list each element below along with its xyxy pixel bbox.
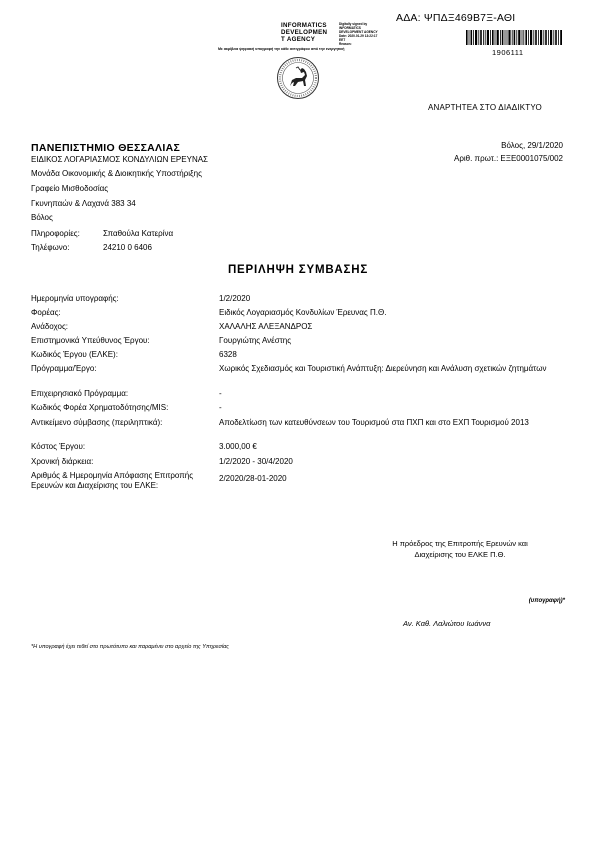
signature-detail-line: INFORMATICS — [339, 26, 361, 31]
sender-line: Μονάδα Οικονομικής & Διοικητικής Υποστήριξης — [31, 169, 202, 178]
field-value: 3.000,00 € — [219, 442, 257, 451]
field-value: 1/2/2020 — [219, 294, 251, 303]
field-value: ΧΑΛΑΛΗΣ ΑΛΕΞΑΝΔΡΟΣ — [219, 322, 313, 331]
field-value: Χωρικός Σχεδιασμός και Τουριστική Ανάπτυξη: Διερεύνηση και Ανάλυση σχετικών ζητημάτων — [219, 364, 547, 373]
field-value: Αποδελτίωση των κατευθύνσεων του Τουρισμού στα ΠΧΠ και στο ΕΧΠ Τουρισμού 2013 — [219, 418, 529, 427]
field-value: - — [219, 389, 222, 398]
phone-value: 24210 0 6406 — [103, 243, 152, 252]
field-label: Αριθμός & Ημερομηνία Απόφασης Επιτροπής Ερευνών και Διαχείρισης του ΕΛΚΕ: — [31, 471, 194, 490]
ada-code: ΑΔΑ: ΨΠΔΞ469Β7Ξ-ΑΘΙ — [396, 12, 516, 24]
field-label: Επιστημονικά Υπεύθυνος Έργου: — [31, 336, 150, 345]
field-value: Ειδικός Λογαριασμός Κονδυλίων Έρευνας Π.Θ. — [219, 308, 387, 317]
signature-mark: (υπογραφή)* — [528, 598, 565, 604]
field-value: - — [219, 403, 222, 412]
document-date: Βόλος, 29/1/2020 — [501, 141, 563, 150]
footnote: *Η υπογραφή έχει τεθεί στο πρωτότυπο και παραμένει στο αρχείο της Υπηρεσίας — [31, 644, 229, 650]
signatory-role-line: Η πρόεδρος της Επιτροπής Ερευνών και — [392, 539, 528, 548]
field-label: Κόστος Έργου: — [31, 442, 86, 451]
sender-line: Βόλος — [31, 213, 53, 222]
agency-name — [281, 22, 327, 44]
field-value: Γουργιώτης Ανέστης — [219, 336, 292, 345]
signature-detail-line: Digitally signed by — [339, 22, 368, 26]
document-title: ΠΕΡΙΛΗΨΗ ΣΥΜΒΑΣΗΣ — [227, 264, 369, 276]
field-label: Επιχειρησιακό Πρόγραμμα: — [31, 389, 129, 398]
field-label: Ανάδοχος: — [31, 322, 69, 331]
digital-signature-details — [339, 22, 378, 47]
protocol-label: Αριθ. πρωτ.: — [454, 154, 499, 163]
field-label: Χρονική διάρκεια: — [31, 457, 94, 466]
signature-detail-line: DEVELOPMENT AGENCY — [339, 30, 378, 35]
field-label: Αντικείμενο σύμβασης (περιληπτικά): — [31, 418, 163, 427]
barcode — [466, 30, 562, 45]
field-value: 6328 — [219, 350, 237, 359]
signatory-role-line: Διαχείρισης του ΕΛΚΕ Π.Θ. — [414, 550, 506, 559]
field-value: 1/2/2020 - 30/4/2020 — [219, 457, 293, 466]
agency-note: Με ακρίβεια ψηφιακή υπογραφή την κάθε αντιγράφου από την ενεργητική — [218, 47, 345, 51]
sender-line: Γραφείο Μισθοδοσίας — [31, 184, 109, 193]
university-seal-icon — [276, 56, 320, 100]
sender-line: Γκυνηπαών & Λαχανά 383 34 — [31, 199, 136, 208]
agency-line: T AGENCY — [281, 36, 316, 44]
signatory-role — [360, 538, 560, 560]
field-value: 2/2020/28-01-2020 — [219, 474, 287, 483]
signature-detail-line: Date: 2020.01.29 13:22:17 — [339, 34, 378, 39]
barcode-number: 1906111 — [492, 48, 524, 57]
info-value: Σπαθούλα Κατερίνα — [103, 229, 174, 238]
info-label: Πληροφορίες: — [31, 229, 80, 238]
agency-line: INFORMATICS — [281, 22, 327, 29]
field-label: Φορέας: — [31, 308, 61, 317]
publication-note: ΑΝΑΡΤΗΤΕΑ ΣΤΟ ΔΙΑΔΙΚΤΥΟ — [428, 103, 542, 112]
signature-detail-line: Reason: — [339, 42, 352, 47]
field-label: Κωδικός Φορέα Χρηματοδότησης/MIS: — [31, 403, 169, 412]
agency-line: DEVELOPMEN — [281, 29, 328, 37]
field-label: Πρόγραμμα/Έργο: — [31, 364, 97, 373]
signatory-name: Αν. Καθ. Λαλιώτου Ιωάννα — [403, 619, 491, 628]
sender-line: ΕΙΔΙΚΟΣ ΛΟΓΑΡΙΑΣΜΟΣ ΚΟΝΔΥΛΙΩΝ ΕΡΕΥΝΑΣ — [31, 155, 208, 164]
field-label: Ημερομηνία υπογραφής: — [31, 294, 119, 303]
university-name: ΠΑΝΕΠΙΣΤΗΜΙΟ ΘΕΣΣΑΛΙΑΣ — [31, 142, 181, 154]
phone-label: Τηλέφωνο: — [31, 243, 70, 252]
protocol-number: ΕΞΕ0001075/002 — [500, 154, 563, 163]
field-label: Κωδικός Έργου (ΕΛΚΕ): — [31, 350, 118, 359]
signature-detail-line: EET — [339, 38, 346, 43]
